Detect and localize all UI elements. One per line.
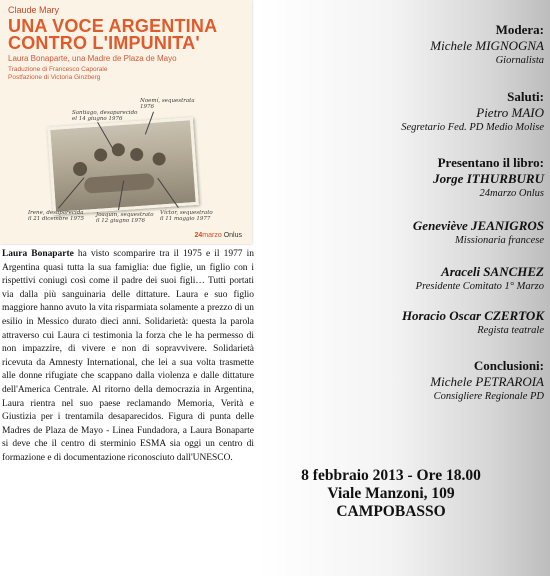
modera-block [430, 22, 544, 67]
saluti-name: Pietro MAIO [476, 105, 544, 120]
modera-title: Giornalista [495, 55, 544, 66]
modera-label: Modera: [495, 22, 544, 37]
presenter-3-block [416, 264, 544, 293]
presentano-block [433, 155, 544, 200]
conclusioni-name: Michele PETRAROIA [430, 374, 544, 389]
event-address: Viale Manzoni, 109 [327, 485, 455, 502]
presenter-3-title: Presidente Comitato 1° Marzo [415, 281, 544, 292]
cover-subtitle: Laura Bonaparte, una Madre de Plaza de Mayo [8, 54, 177, 63]
photo-note-2: Noemí, sequestrata 1976 [140, 98, 195, 110]
book-cover [0, 0, 252, 244]
presenter-2-title: Missionaria francese [455, 235, 544, 246]
cover-title-line1: UNA VOCE ARGENTINA [8, 16, 218, 36]
conclusioni-title: Consigliere Regionale PD [433, 391, 544, 402]
presenter-4-block [402, 308, 544, 337]
cover-author: Claude Mary [8, 5, 60, 15]
saluti-title: Segretario Fed. PD Medio Molise [401, 122, 544, 133]
saluti-block [401, 89, 544, 134]
presenter-3-name: Araceli SANCHEZ [441, 264, 544, 279]
presenter-2-block [413, 218, 544, 247]
event-datetime: 8 febbraio 2013 - Ore 18.00 [301, 467, 481, 484]
cover-credits [8, 66, 107, 82]
photo-note-5: Víctor, sequestrato il 11 maggio 1977 [160, 210, 213, 222]
conclusioni-label: Conclusioni: [473, 358, 544, 373]
presentano-label: Presentano il libro: [437, 155, 544, 170]
bio-body: ha visto scomparire tra il 1975 e il 1977 in Argentina quasi tutta la sua famiglia: due figlie, un figlio con i rispettivi coniugi così come il padre dei suoi figli… Tutti portati via dalla più sanguinaria delle dittature. Laura e suo figlio maggiore hanno avuto la vita risparmiata solamente a prezzo di un esilio in Messico durato dieci anni. Solidarietà: questa la parola attraverso cui Laura ci testimonia la forza che le ha permesso di non impazzire, di vivere e non di sopravvivere. Solidarietà ricevuta da Amnesty International, che lei a sua volta trasmette alle donne rifugiate che scappano dalla violenza e dalle dittature dell'America Centrale. Al ritorno della democrazia in Argentina, Laura rientra nel suo paese reclamando Memoria, Verità e Giustizia per i trentamila desaparecidos. Figura di punta delle Madres de Plaza de Mayo - Linea Fundadora, a Laura Bonaparte si deve che il centro di sterminio ESMA sia oggi un centro di formazione e di documentazione riconosciuto dall'UNESCO. [2, 249, 254, 463]
saluti-label: Saluti: [507, 89, 544, 104]
presenter-4-title: Regista teatrale [477, 325, 544, 336]
presenter-2-name: Geneviève JEANIGROS [412, 218, 544, 233]
presenter-4-name: Horacio Oscar CZERTOK [401, 308, 544, 323]
publisher-logo: 24marzo Onlus [194, 232, 242, 239]
conclusioni-block [430, 358, 544, 403]
cover-translation: Traduzione di Francesco Caporale [8, 66, 108, 73]
family-photo [47, 117, 199, 215]
cover-afterword: Postfazione di Victoria Ginzberg [8, 74, 101, 81]
biography-text [2, 248, 254, 466]
event-details [278, 467, 504, 521]
event-city: CAMPOBASSO [336, 503, 446, 520]
modera-name: Michele MIGNOGNA [430, 38, 544, 53]
bio-name: Laura Bonaparte [2, 249, 74, 259]
photo-note-4: Joaquin, sequestrato il 12 giugno 1976 [96, 212, 154, 224]
family-photo-area [28, 92, 220, 228]
cover-title-line2: CONTRO L'IMPUNITA' [8, 33, 200, 53]
photo-note-1: Santiago, desaparecido el 14 giugno 1976 [72, 110, 138, 122]
presenter-1-name: Jorge ITHURBURU [433, 171, 544, 186]
cover-title [8, 18, 217, 52]
presenter-1-title: 24marzo Onlus [479, 188, 544, 199]
photo-note-3: Irene, desaparecida il 21 dicembre 1975 [28, 210, 84, 222]
